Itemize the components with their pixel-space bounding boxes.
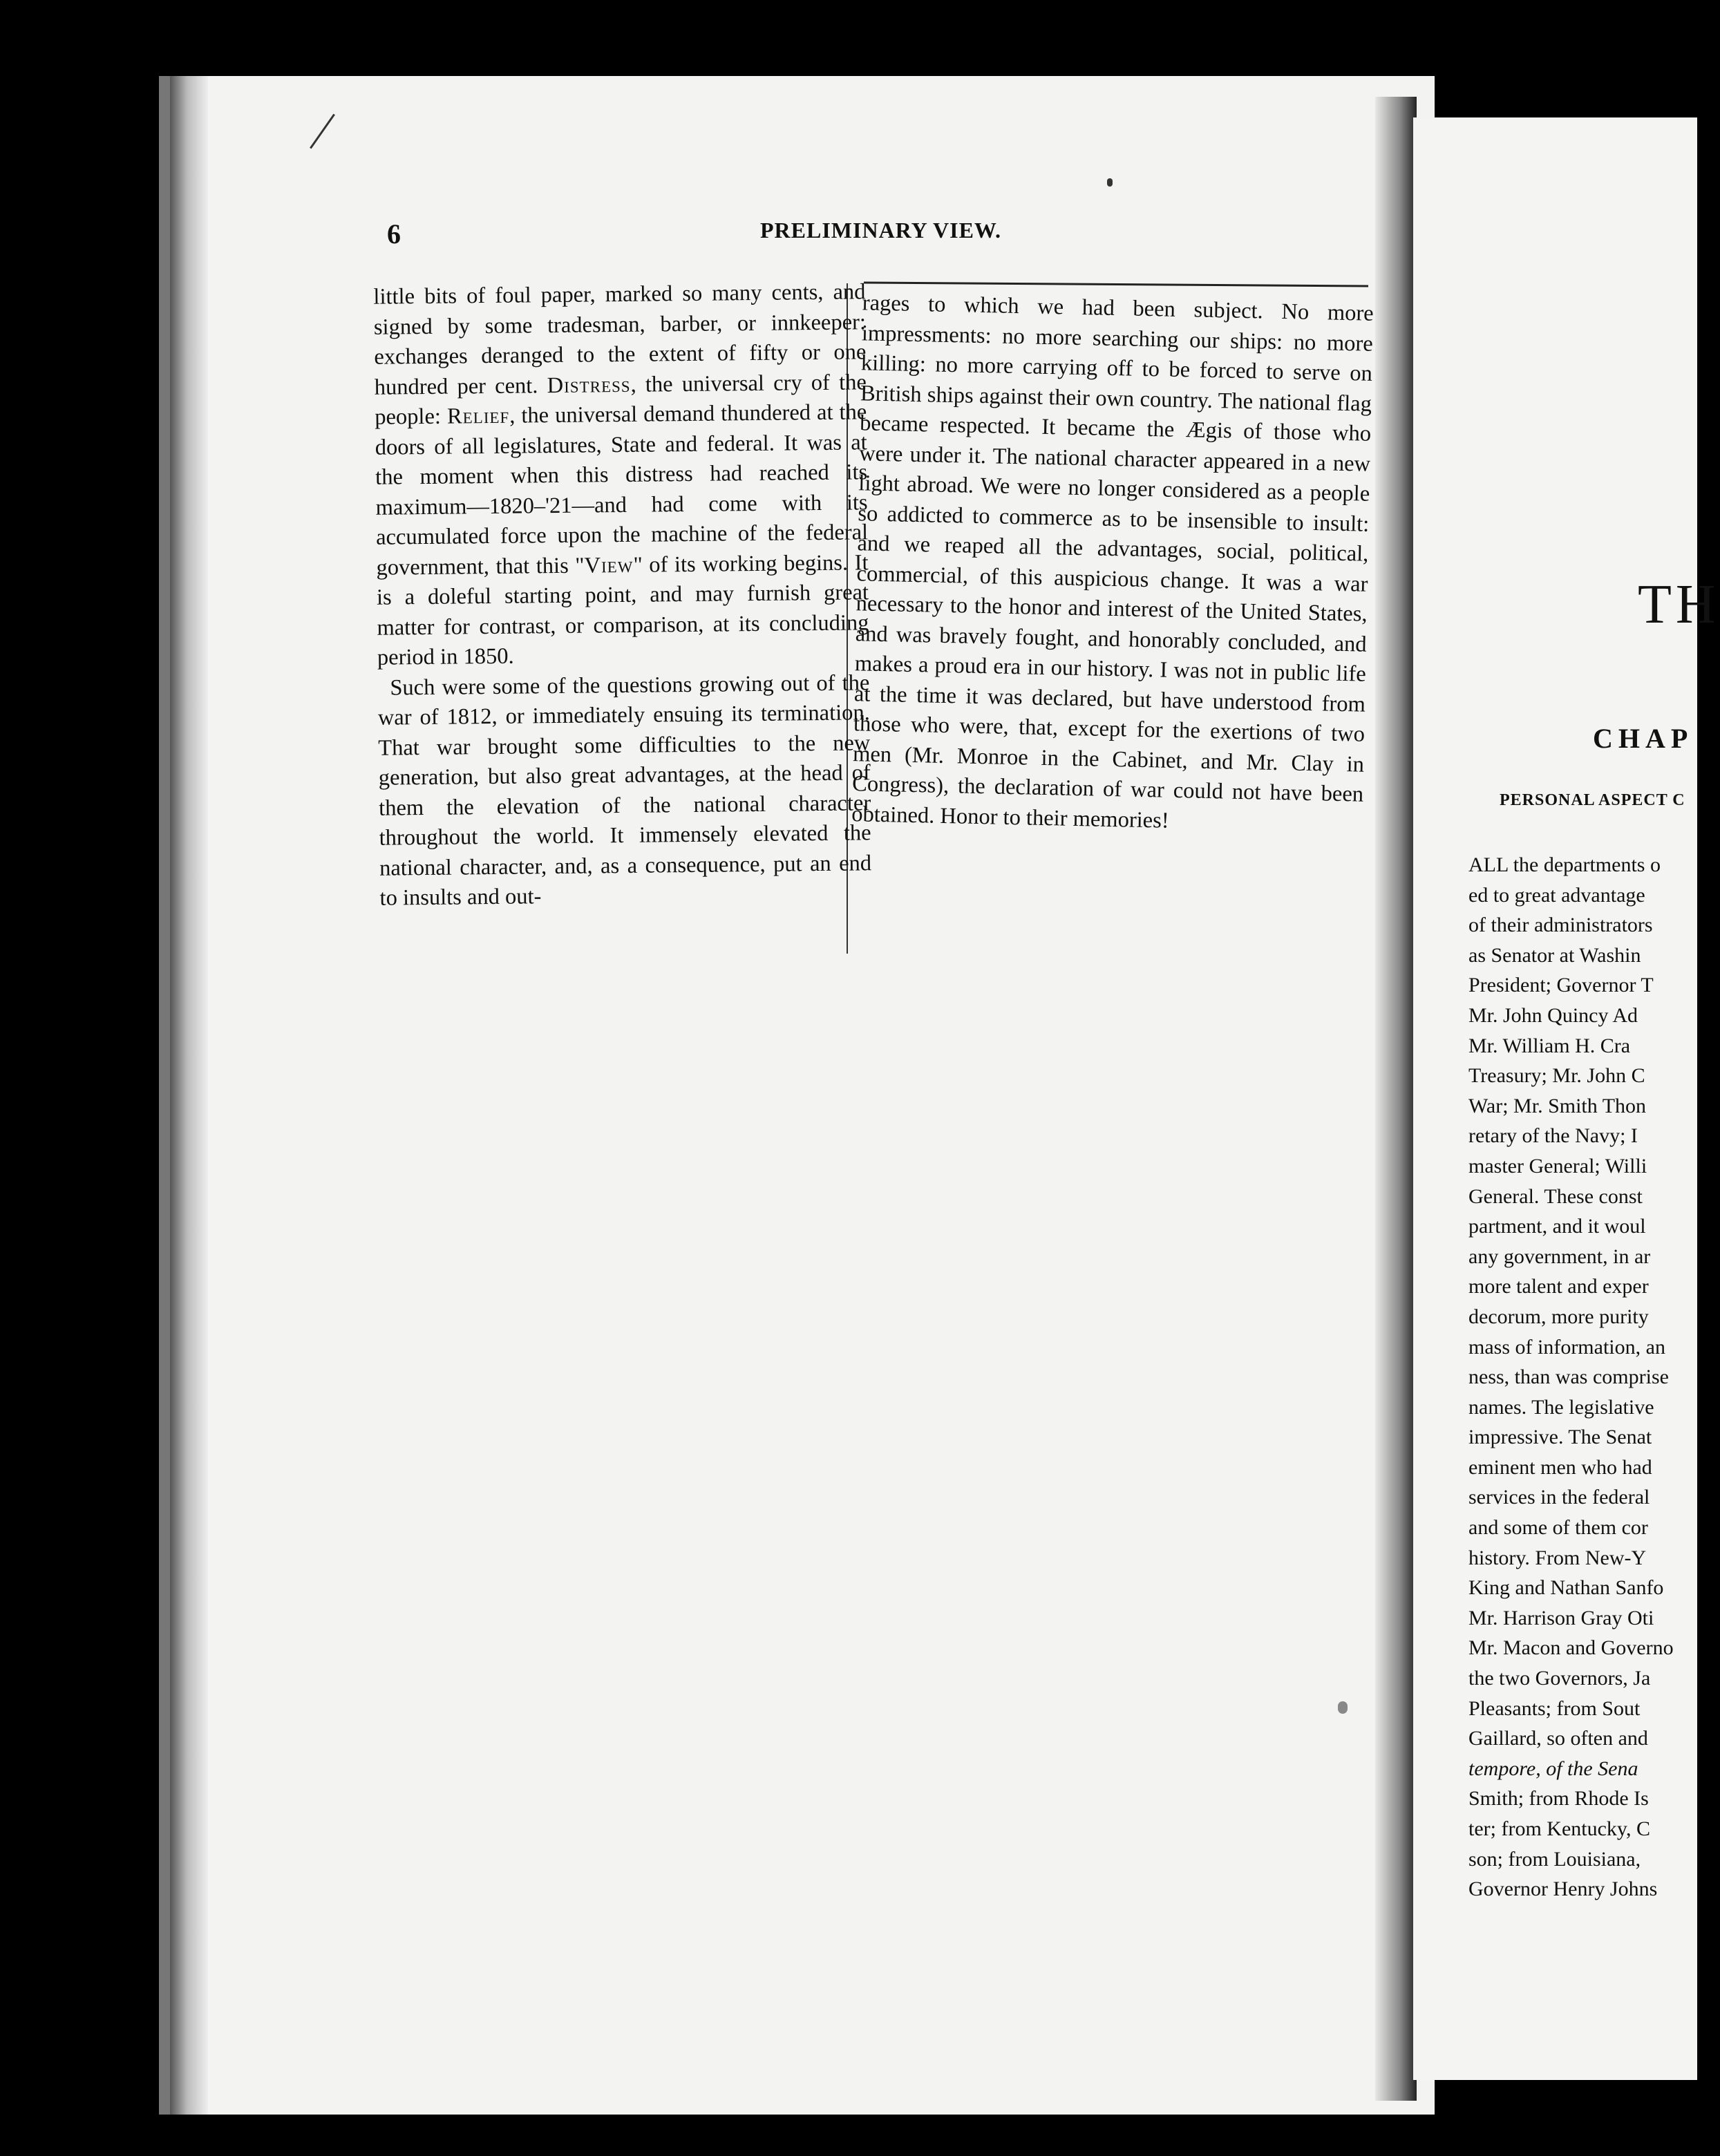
right-text-line: of their administrators [1468, 914, 1653, 937]
chapter-title-fragment: TH [1638, 574, 1720, 635]
right-text-line: son; from Louisiana, [1468, 1847, 1641, 1871]
right-text-line: Mr. Harrison Gray Oti [1468, 1606, 1654, 1629]
right-text-line: Smith; from Rhode Is [1468, 1787, 1649, 1810]
paragraph-2: Such were some of the questions growing out of the war of 1812, or immediately ensuing its termination. That war brought some difficulties to the new generation, but also great advantages, at the head of them the elevation of the national character throughout the world. It immensely elevated the national character, and, as a consequence, put an end to insults and out- [377, 670, 872, 911]
stray-mark [1338, 1701, 1348, 1714]
right-text-line: history. From New-Y [1468, 1546, 1647, 1569]
right-text-line: any government, in ar [1468, 1245, 1651, 1268]
right-text-line: eminent men who had [1468, 1455, 1652, 1479]
running-head: PRELIMINARY VIEW. [760, 218, 1001, 243]
right-text-line: names. The legislative [1468, 1395, 1654, 1419]
right-text-line: ness, than was comprise [1468, 1365, 1669, 1389]
chapter-label-fragment: CHAP [1593, 723, 1694, 754]
right-text-line: partment, and it woul [1468, 1215, 1646, 1238]
right-text-line: as Senator at Washin [1468, 943, 1641, 967]
right-text-line: Mr. Macon and Governo [1468, 1636, 1674, 1660]
right-text-line: Pleasants; from Sout [1468, 1696, 1641, 1720]
right-text-line: tempore, of the Sena [1468, 1757, 1638, 1780]
right-text-line: Mr. William H. Cra [1468, 1034, 1631, 1057]
text-run: " of its working begins. It is a doleful starting point, and may furnish great matter for contrast, or comparison, at its concluding period in 1850. [376, 549, 869, 670]
small-caps-word: Relief [446, 403, 510, 429]
right-text-line: War; Mr. Smith Thon [1468, 1094, 1647, 1117]
right-text-line: services in the federal [1468, 1486, 1650, 1509]
text-column-right [851, 288, 1374, 840]
text-run: , the universal cry of the people: [375, 369, 867, 430]
right-text-line: mass of information, an [1468, 1335, 1665, 1359]
right-text-line: and some of them cor [1468, 1516, 1648, 1540]
right-text-line: General. These const [1468, 1184, 1643, 1208]
text-run: little bits of foul paper, marked so many cents, and signed by some tradesman, barber, or innkeeper: exchanges deranged to the extent of fifty or one hundred per cent. [373, 279, 867, 400]
right-text-line: master General; Willi [1468, 1154, 1647, 1178]
right-text-line: ter; from Kentucky, C [1468, 1817, 1650, 1840]
right-page-text [1468, 850, 1697, 1904]
right-text-line: impressive. The Senat [1468, 1426, 1652, 1449]
text-run: , the universal demand thundered at the doors of all legislatures, State and federal. It was at the moment when this distress had reached its maximum—1820–'21—and had come with its accumulated force upon the machine of the federal government, that this " [375, 399, 869, 580]
right-text-line: ed to great advantage [1468, 883, 1645, 907]
right-text-line: ALL the departments o [1468, 853, 1661, 876]
right-text-line: more talent and exper [1468, 1275, 1649, 1298]
right-text-line: Gaillard, so often and [1468, 1727, 1648, 1750]
right-text-line: the two Governors, Ja [1468, 1667, 1651, 1690]
small-caps-word: Distress [547, 372, 631, 398]
book-gutter [1375, 97, 1417, 2101]
section-heading-fragment: PERSONAL ASPECT C [1500, 791, 1685, 809]
right-text-line: decorum, more purity [1468, 1305, 1649, 1328]
right-text-line: retary of the Navy; I [1468, 1124, 1638, 1148]
right-text-line: Governor Henry Johns [1468, 1878, 1658, 1901]
text-column-left [373, 277, 872, 914]
right-text-line: Mr. John Quincy Ad [1468, 1003, 1638, 1027]
stray-mark [1107, 178, 1113, 187]
paragraph-1 [373, 277, 869, 673]
page-number: 6 [387, 218, 401, 249]
right-text-line: President; Governor T [1468, 974, 1654, 997]
paragraph-3: rages to which we had been subject. No more impressments: no more searching our ships: no more killing: no more carrying off to be forced to serve on British ships against their own country. The national flag became respected. It became the Ægis of those who were under it. The national character appeared in a new light abroad. We were no longer considered as a people so addicted to commerce as to be insensible to insult: and we reaped all the advantages, social, political, commercial, of this auspicious change. It was a war necessary to the honor and interest of the United States, and was bravely fought, and honorably concluded, and makes a proud era in our history. I was not in public life at the time it was declared, but have understood from those who were, that, except for the exertions of two men (Mr. Monroe in the Cabinet, and Mr. Clay in Congress), the declaration of war could not have been obtained. Honor to their memories! [851, 290, 1374, 833]
right-text-line: King and Nathan Sanfo [1468, 1576, 1664, 1600]
right-text-line: Treasury; Mr. John C [1468, 1064, 1645, 1088]
small-caps-word: View [584, 552, 634, 578]
